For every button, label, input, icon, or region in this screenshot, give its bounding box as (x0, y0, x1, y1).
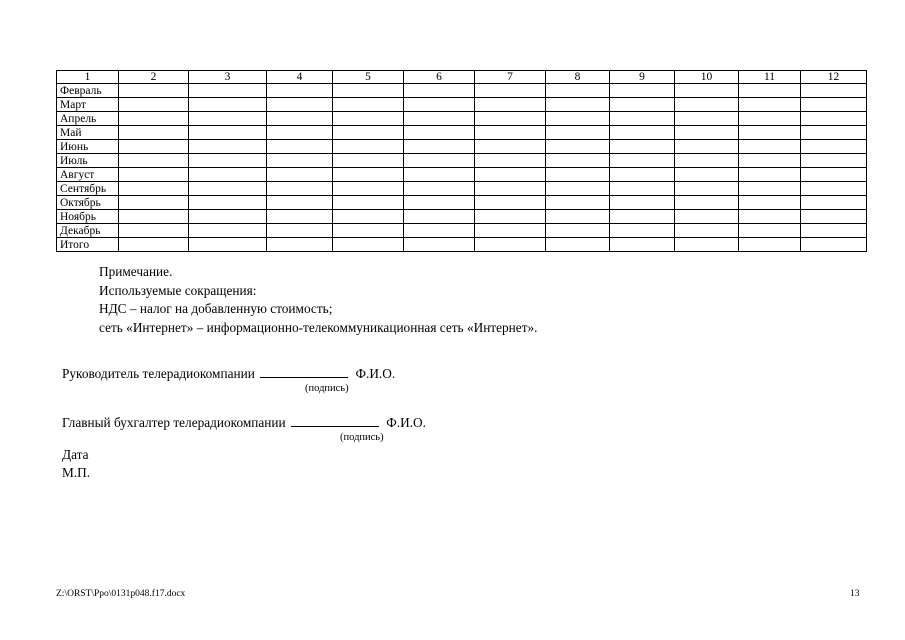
table-cell (610, 168, 675, 182)
table-cell (675, 126, 739, 140)
table-cell (404, 154, 475, 168)
table-cell (267, 98, 333, 112)
table-row (57, 182, 867, 196)
director-signature-line (62, 366, 395, 382)
table-cell (404, 196, 475, 210)
table-cell (404, 210, 475, 224)
table-cell (189, 224, 267, 238)
column-header: 12 (801, 71, 867, 84)
table-cell (333, 224, 404, 238)
table-cell (475, 140, 546, 154)
table-cell (546, 154, 610, 168)
table-cell (610, 238, 675, 252)
accountant-signature-caption: (подпись) (340, 432, 384, 443)
row-label: Ноябрь (57, 210, 119, 224)
table-cell (267, 84, 333, 98)
footer-file-path: Z:\ORST\Ppo\0131p048.f17.docx (56, 589, 186, 599)
table-cell (119, 154, 189, 168)
table-cell (404, 98, 475, 112)
table-cell (189, 168, 267, 182)
column-header: 3 (189, 71, 267, 84)
table-cell (610, 182, 675, 196)
table-cell (546, 140, 610, 154)
table-cell (801, 112, 867, 126)
table-cell (801, 182, 867, 196)
table-cell (610, 98, 675, 112)
table-cell (675, 84, 739, 98)
report-table (56, 70, 867, 252)
table-cell (801, 168, 867, 182)
table-cell (546, 98, 610, 112)
row-label: Октябрь (57, 196, 119, 210)
column-header: 10 (675, 71, 739, 84)
table-cell (119, 98, 189, 112)
accountant-signature-blank (291, 416, 379, 427)
row-label: Сентябрь (57, 182, 119, 196)
table-row (57, 140, 867, 154)
table-cell (739, 210, 801, 224)
table-row (57, 84, 867, 98)
table-cell (475, 196, 546, 210)
table-cell (546, 168, 610, 182)
row-label: Июль (57, 154, 119, 168)
table-cell (801, 98, 867, 112)
table-cell (739, 224, 801, 238)
table-cell (801, 224, 867, 238)
table-cell (333, 140, 404, 154)
table-cell (333, 112, 404, 126)
table-cell (119, 126, 189, 140)
table-cell (739, 126, 801, 140)
table-cell (404, 140, 475, 154)
accountant-fio: Ф.И.О. (386, 415, 426, 430)
table-cell (333, 126, 404, 140)
table-cell (801, 154, 867, 168)
table-cell (333, 168, 404, 182)
column-header: 9 (610, 71, 675, 84)
table-row (57, 168, 867, 182)
table-cell (189, 182, 267, 196)
column-header: 8 (546, 71, 610, 84)
footer-page-number: 13 (850, 589, 860, 599)
table-cell (675, 168, 739, 182)
table-cell (546, 238, 610, 252)
table-cell (404, 126, 475, 140)
table-cell (189, 112, 267, 126)
table-cell (189, 84, 267, 98)
table-cell (333, 210, 404, 224)
column-header: 2 (119, 71, 189, 84)
column-header: 11 (739, 71, 801, 84)
table-cell (475, 112, 546, 126)
seal-label: М.П. (62, 465, 91, 480)
table-cell (267, 182, 333, 196)
column-header: 6 (404, 71, 475, 84)
table-cell (267, 224, 333, 238)
table-cell (546, 126, 610, 140)
table-cell (189, 140, 267, 154)
table-cell (610, 210, 675, 224)
table-cell (267, 154, 333, 168)
row-label: Декабрь (57, 224, 119, 238)
table-cell (675, 196, 739, 210)
table-cell (801, 140, 867, 154)
column-header: 5 (333, 71, 404, 84)
table-cell (333, 182, 404, 196)
table-cell (267, 126, 333, 140)
table-row (57, 126, 867, 140)
table-cell (801, 238, 867, 252)
director-signature-blank (260, 367, 348, 378)
table-cell (119, 210, 189, 224)
director-signature-caption: (подпись) (305, 383, 349, 394)
table-cell (333, 98, 404, 112)
table-cell (739, 98, 801, 112)
table-row (57, 210, 867, 224)
notes-vat-definition: НДС – налог на добавленную стоимость; (99, 301, 333, 316)
table-cell (404, 168, 475, 182)
table-cell (675, 140, 739, 154)
table-cell (267, 210, 333, 224)
table-cell (610, 140, 675, 154)
notes-title: Примечание. (99, 264, 173, 279)
column-header: 1 (57, 71, 119, 84)
table-cell (267, 112, 333, 126)
table-cell (675, 154, 739, 168)
table-cell (610, 84, 675, 98)
column-header: 7 (475, 71, 546, 84)
table-cell (475, 154, 546, 168)
table-cell (739, 84, 801, 98)
table-cell (267, 196, 333, 210)
notes-internet-definition: сеть «Интернет» – информационно-телекоммуникационная сеть «Интернет». (99, 319, 538, 335)
table-cell (675, 238, 739, 252)
table-cell (675, 182, 739, 196)
table-cell (739, 182, 801, 196)
row-label: Август (57, 168, 119, 182)
row-label: Февраль (57, 84, 119, 98)
table-cell (404, 182, 475, 196)
table-cell (267, 140, 333, 154)
table-cell (333, 196, 404, 210)
table-cell (475, 182, 546, 196)
accountant-label: Главный бухгалтер телерадиокомпании (62, 415, 286, 430)
table-cell (610, 154, 675, 168)
table-row (57, 98, 867, 112)
table-cell (189, 126, 267, 140)
table-header-row (57, 71, 867, 84)
row-label: Итого (57, 238, 119, 252)
table-cell (610, 112, 675, 126)
table-cell (801, 196, 867, 210)
table-cell (119, 196, 189, 210)
director-label: Руководитель телерадиокомпании (62, 366, 255, 381)
row-label: Март (57, 98, 119, 112)
table-cell (739, 140, 801, 154)
notes-block (99, 263, 537, 337)
table-row (57, 154, 867, 168)
table-cell (189, 238, 267, 252)
row-label: Май (57, 126, 119, 140)
table-cell (546, 210, 610, 224)
director-fio: Ф.И.О. (355, 366, 396, 381)
table-cell (675, 98, 739, 112)
table-cell (119, 112, 189, 126)
table-cell (189, 196, 267, 210)
table-cell (119, 182, 189, 196)
table-cell (333, 238, 404, 252)
table-cell (119, 168, 189, 182)
table-cell (801, 210, 867, 224)
table-cell (739, 154, 801, 168)
table-cell (475, 238, 546, 252)
table-cell (119, 140, 189, 154)
table-cell (119, 84, 189, 98)
table-cell (189, 210, 267, 224)
table-cell (801, 84, 867, 98)
table-cell (267, 238, 333, 252)
table-cell (801, 126, 867, 140)
table-cell (675, 210, 739, 224)
table-cell (675, 224, 739, 238)
row-label: Июнь (57, 140, 119, 154)
date-label: Дата (62, 447, 89, 462)
table-row (57, 112, 867, 126)
table-cell (119, 238, 189, 252)
table-row (57, 224, 867, 238)
table-cell (267, 168, 333, 182)
table-cell (189, 98, 267, 112)
table-cell (475, 126, 546, 140)
table-cell (475, 224, 546, 238)
notes-abbreviations-heading: Используемые сокращения: (99, 282, 257, 298)
table-cell (546, 112, 610, 126)
table-cell (475, 84, 546, 98)
table-cell (610, 224, 675, 238)
table-cell (475, 210, 546, 224)
table-cell (404, 224, 475, 238)
table-cell (333, 84, 404, 98)
table-cell (404, 112, 475, 126)
table-cell (546, 182, 610, 196)
column-header: 4 (267, 71, 333, 84)
table-cell (546, 224, 610, 238)
row-label: Апрель (57, 112, 119, 126)
table-cell (610, 196, 675, 210)
table-cell (546, 196, 610, 210)
table-cell (739, 168, 801, 182)
table-cell (546, 84, 610, 98)
table-cell (739, 238, 801, 252)
table-cell (475, 168, 546, 182)
table-row (57, 196, 867, 210)
table-cell (189, 154, 267, 168)
table-cell (610, 126, 675, 140)
table-cell (739, 112, 801, 126)
table-cell (739, 196, 801, 210)
table-row (57, 238, 867, 252)
table-cell (333, 154, 404, 168)
table-cell (404, 84, 475, 98)
accountant-signature-line (62, 415, 426, 431)
table-cell (675, 112, 739, 126)
table-cell (119, 224, 189, 238)
table-cell (404, 238, 475, 252)
table-cell (475, 98, 546, 112)
